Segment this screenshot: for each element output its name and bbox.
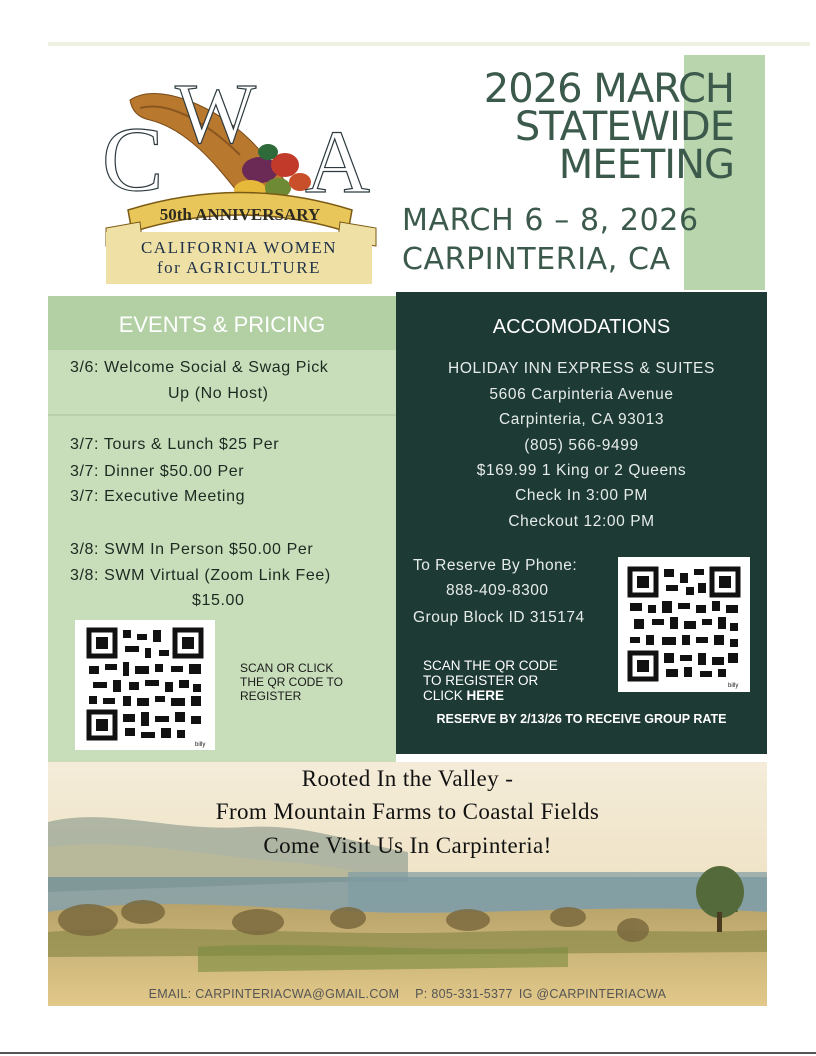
- hotel-checkout: Checkout 12:00 PM: [508, 513, 655, 530]
- title-line2: STATEWIDE: [514, 104, 734, 150]
- events-scan-instructions[interactable]: [240, 661, 343, 703]
- footer-phone: P: 805-331-5377: [415, 987, 513, 1001]
- events-heading: EVENTS & PRICING: [48, 296, 396, 350]
- reserve-deadline: RESERVE BY 2/13/26 TO RECEIVE GROUP RATE: [436, 712, 727, 726]
- footer-instagram: IG @CARPINTERIACWA: [518, 987, 667, 1001]
- qr-brand-label: billy: [195, 742, 206, 748]
- logo-letter-c: C: [102, 108, 164, 210]
- scan-right-click-prefix: CLICK: [423, 688, 467, 703]
- accommodations-heading: ACCOMODATIONS: [492, 316, 671, 338]
- logo-letter-w: W: [175, 70, 257, 161]
- scan-left-line: THE QR CODE TO: [240, 675, 343, 689]
- event-day3-line2: 3/8: SWM Virtual (Zoom Link Fee): [70, 567, 331, 584]
- anniversary-banner: 50th ANNIVERSARY: [159, 205, 321, 224]
- event-day2-item: 3/7: Executive Meeting: [70, 488, 246, 505]
- reserve-phone-number: 888-409-8300: [446, 582, 549, 599]
- hotel-city: Carpinteria, CA 93013: [498, 411, 665, 428]
- hotel-rate: $169.99 1 King or 2 Queens: [476, 462, 687, 479]
- bottom-rule: [0, 1052, 816, 1054]
- scan-right-line3: [423, 688, 558, 703]
- tagline-line1: Rooted In the Valley -: [301, 766, 514, 791]
- logo-org-line2: for AGRICULTURE: [156, 258, 321, 277]
- hotel-name: HOLIDAY INN EXPRESS & SUITES: [448, 360, 715, 377]
- tagline-line2: From Mountain Farms to Coastal Fields: [215, 799, 600, 824]
- scan-left-line: REGISTER: [240, 689, 302, 703]
- title-line1: 2026 MARCH: [483, 66, 734, 112]
- tagline-line3: Come Visit Us In Carpinteria!: [263, 833, 552, 858]
- logo-org-block: [106, 232, 372, 284]
- event-day2-item: 3/7: Tours & Lunch $25 Per: [70, 436, 280, 453]
- scan-left-line: SCAN OR CLICK: [240, 661, 334, 675]
- event-day3-line1: 3/8: SWM In Person $50.00 Per: [70, 541, 314, 558]
- qr-code-icon: [618, 557, 750, 692]
- meeting-dates: MARCH 6 – 8, 2026: [402, 203, 699, 238]
- reserve-phone-label: To Reserve By Phone:: [413, 557, 578, 574]
- hotel-checkin: Check In 3:00 PM: [515, 487, 648, 504]
- top-rule: [48, 42, 810, 46]
- hotel-scan-instructions: [423, 658, 558, 703]
- hotel-street: 5606 Carpinteria Avenue: [489, 386, 674, 403]
- scan-right-line2: TO REGISTER OR: [423, 673, 539, 688]
- footer-email[interactable]: EMAIL: CARPINTERIACWA@GMAIL.COM: [148, 987, 400, 1001]
- event-day3-line3: $15.00: [192, 592, 245, 609]
- hotel-phone: (805) 566-9499: [524, 437, 639, 454]
- contact-footer: [48, 987, 767, 1001]
- events-divider: [48, 414, 396, 416]
- meeting-location: CARPINTERIA, CA: [402, 242, 671, 277]
- event-day2-item: 3/7: Dinner $50.00 Per: [70, 463, 245, 480]
- qr-code-icon: [75, 620, 215, 750]
- qr-brand-label: billy: [728, 683, 739, 689]
- scan-right-line1: SCAN THE QR CODE: [423, 658, 558, 673]
- hotel-qr-code[interactable]: [618, 557, 750, 692]
- title-line3: MEETING: [558, 142, 734, 188]
- group-block-id: Group Block ID 315174: [413, 609, 585, 626]
- event-day1-line2: Up (No Host): [168, 385, 269, 402]
- register-here-link[interactable]: HERE: [466, 688, 505, 703]
- meeting-subtitle: [402, 201, 699, 279]
- meeting-title: [483, 66, 734, 188]
- event-day1-line1: 3/6: Welcome Social & Swag Pick: [70, 359, 329, 376]
- events-qr-code[interactable]: [75, 620, 215, 750]
- logo-org-line1: CALIFORNIA WOMEN: [140, 238, 338, 257]
- logo-letter-a: A: [305, 113, 370, 212]
